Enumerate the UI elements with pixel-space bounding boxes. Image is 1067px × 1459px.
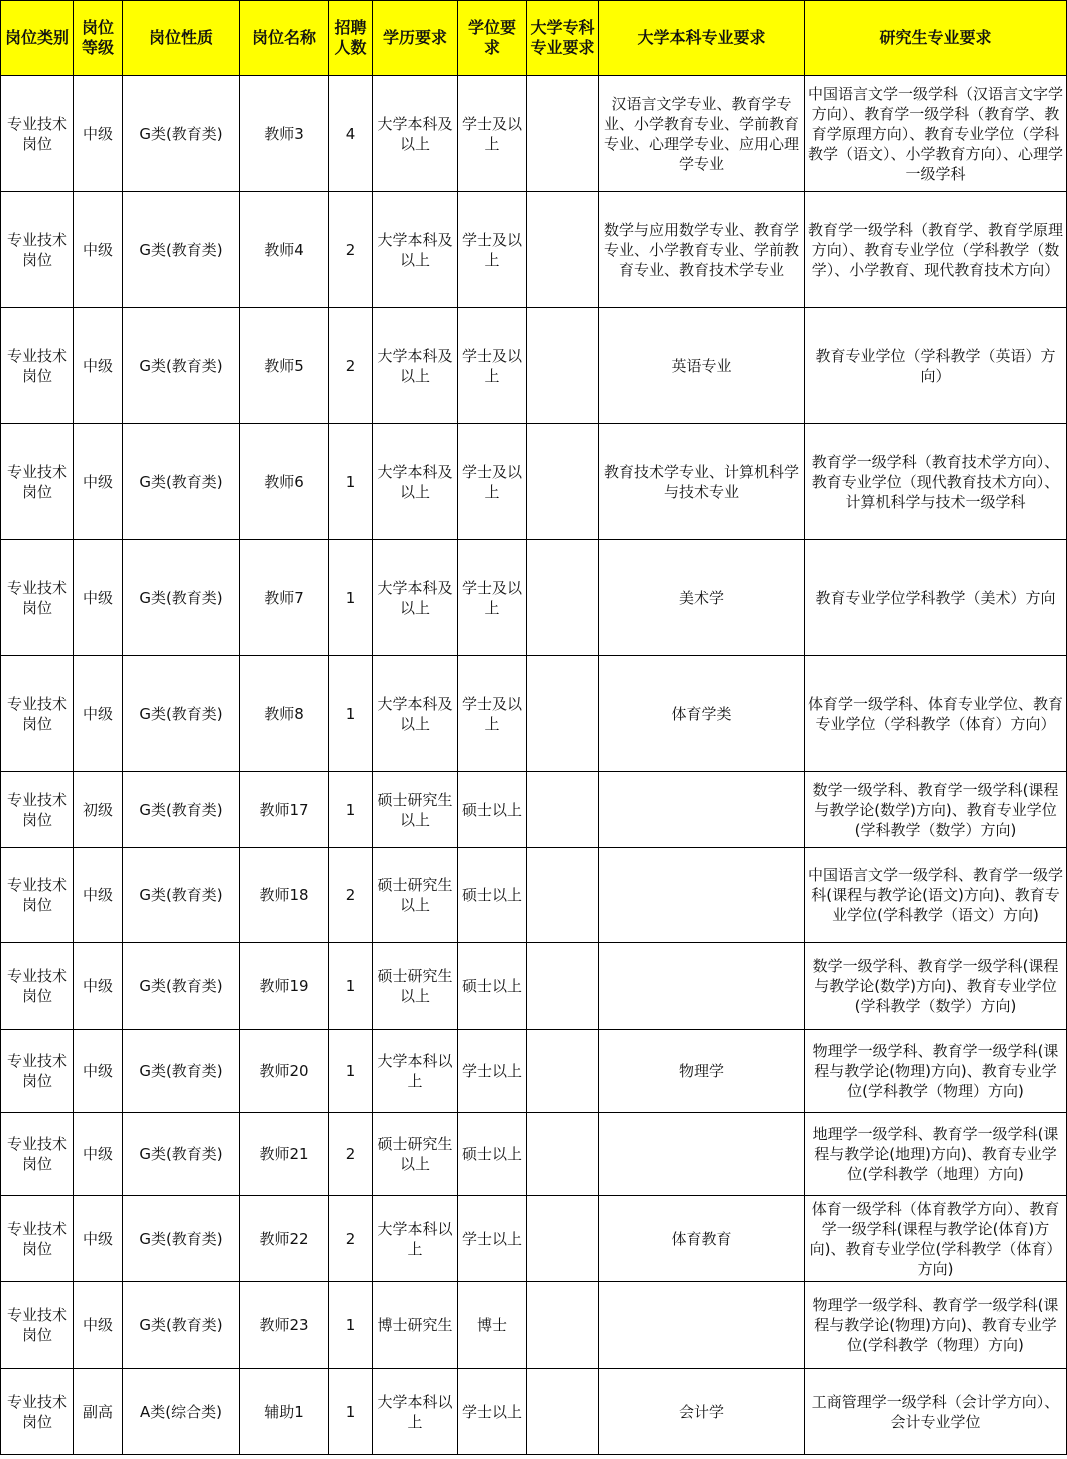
cell-undergrad-major: 数学与应用数学专业、教育学专业、小学教育专业、学前教育专业、教育技术学专业 [599, 192, 805, 308]
cell-education: 大学本科及以上 [373, 656, 458, 772]
cell-level: 中级 [74, 540, 123, 656]
cell-undergrad-major [599, 848, 805, 943]
cell-degree: 硕士以上 [458, 848, 527, 943]
cell-category: 专业技术岗位 [1, 848, 74, 943]
cell-nature: G类(教育类) [123, 656, 240, 772]
table-row [1, 656, 1067, 772]
cell-undergrad-major [599, 943, 805, 1030]
header-category: 岗位类别 [1, 1, 74, 76]
cell-position-name: 教师6 [240, 424, 329, 540]
cell-graduate-major: 数学一级学科、教育学一级学科(课程与教学论(数学)方向)、教育专业学位(学科教学（数学）方向) [805, 772, 1067, 848]
cell-category: 专业技术岗位 [1, 1113, 74, 1196]
cell-college-major [527, 848, 599, 943]
cell-level: 中级 [74, 192, 123, 308]
cell-category: 专业技术岗位 [1, 424, 74, 540]
cell-graduate-major: 中国语言文学一级学科（汉语言文字学方向）、教育学一级学科（教育学、教育学原理方向）、教育专业学位（学科教学（语文）、小学教育方向）、心理学一级学科 [805, 76, 1067, 192]
cell-degree: 博士 [458, 1282, 527, 1369]
cell-college-major [527, 1282, 599, 1369]
cell-count: 1 [329, 656, 373, 772]
table-row [1, 424, 1067, 540]
cell-education: 硕士研究生以上 [373, 1113, 458, 1196]
cell-nature: G类(教育类) [123, 540, 240, 656]
cell-nature: G类(教育类) [123, 308, 240, 424]
cell-degree: 学士以上 [458, 1196, 527, 1282]
cell-category: 专业技术岗位 [1, 192, 74, 308]
cell-nature: G类(教育类) [123, 1282, 240, 1369]
header-education: 学历要求 [373, 1, 458, 76]
cell-education: 大学本科及以上 [373, 76, 458, 192]
table-row [1, 308, 1067, 424]
cell-nature: G类(教育类) [123, 1196, 240, 1282]
table-row [1, 192, 1067, 308]
cell-college-major [527, 943, 599, 1030]
cell-count: 2 [329, 1196, 373, 1282]
cell-education: 博士研究生 [373, 1282, 458, 1369]
cell-college-major [527, 1113, 599, 1196]
header-degree: 学位要求 [458, 1, 527, 76]
cell-count: 1 [329, 1282, 373, 1369]
cell-graduate-major: 地理学一级学科、教育学一级学科(课程与教学论(地理)方向)、教育专业学位(学科教学（地理）方向) [805, 1113, 1067, 1196]
cell-count: 1 [329, 540, 373, 656]
cell-graduate-major: 教育学一级学科（教育技术学方向）、教育专业学位（现代教育技术方向）、计算机科学与技术一级学科 [805, 424, 1067, 540]
cell-education: 大学本科以上 [373, 1196, 458, 1282]
cell-category: 专业技术岗位 [1, 308, 74, 424]
header-level: 岗位等级 [74, 1, 123, 76]
cell-graduate-major: 教育专业学位学科教学（美术）方向 [805, 540, 1067, 656]
cell-position-name: 教师23 [240, 1282, 329, 1369]
table-row [1, 1282, 1067, 1369]
cell-college-major [527, 76, 599, 192]
cell-degree: 学士及以上 [458, 308, 527, 424]
cell-undergrad-major: 体育教育 [599, 1196, 805, 1282]
cell-level: 副高 [74, 1369, 123, 1455]
cell-nature: G类(教育类) [123, 76, 240, 192]
cell-graduate-major: 体育一级学科（体育教学方向）、教育学一级学科(课程与教学论(体育)方向)、教育专业学位(学科教学（体育）方向) [805, 1196, 1067, 1282]
cell-graduate-major: 物理学一级学科、教育学一级学科(课程与教学论(物理)方向)、教育专业学位(学科教学（物理）方向) [805, 1282, 1067, 1369]
cell-college-major [527, 772, 599, 848]
cell-level: 中级 [74, 1196, 123, 1282]
cell-level: 中级 [74, 308, 123, 424]
cell-nature: A类(综合类) [123, 1369, 240, 1455]
cell-position-name: 教师3 [240, 76, 329, 192]
cell-category: 专业技术岗位 [1, 76, 74, 192]
cell-nature: G类(教育类) [123, 1113, 240, 1196]
cell-category: 专业技术岗位 [1, 1369, 74, 1455]
cell-education: 硕士研究生以上 [373, 772, 458, 848]
cell-position-name: 教师7 [240, 540, 329, 656]
cell-college-major [527, 1030, 599, 1113]
cell-category: 专业技术岗位 [1, 772, 74, 848]
header-nature: 岗位性质 [123, 1, 240, 76]
cell-category: 专业技术岗位 [1, 540, 74, 656]
cell-degree: 学士以上 [458, 1369, 527, 1455]
table-row [1, 943, 1067, 1030]
cell-count: 1 [329, 1369, 373, 1455]
cell-level: 中级 [74, 1030, 123, 1113]
cell-count: 4 [329, 76, 373, 192]
cell-undergrad-major: 汉语言文学专业、教育学专业、小学教育专业、学前教育专业、心理学专业、应用心理学专业 [599, 76, 805, 192]
cell-graduate-major: 中国语言文学一级学科、教育学一级学科(课程与教学论(语文)方向)、教育专业学位(学科教学（语文）方向) [805, 848, 1067, 943]
cell-graduate-major: 工商管理学一级学科（会计学方向）、会计专业学位 [805, 1369, 1067, 1455]
cell-count: 1 [329, 772, 373, 848]
cell-education: 大学本科及以上 [373, 424, 458, 540]
cell-nature: G类(教育类) [123, 943, 240, 1030]
cell-education: 硕士研究生以上 [373, 943, 458, 1030]
cell-college-major [527, 656, 599, 772]
cell-level: 中级 [74, 1282, 123, 1369]
cell-undergrad-major: 体育学类 [599, 656, 805, 772]
cell-position-name: 教师18 [240, 848, 329, 943]
header-graduate-major: 研究生专业要求 [805, 1, 1067, 76]
cell-count: 2 [329, 848, 373, 943]
cell-category: 专业技术岗位 [1, 656, 74, 772]
cell-level: 中级 [74, 424, 123, 540]
cell-position-name: 教师4 [240, 192, 329, 308]
cell-position-name: 教师21 [240, 1113, 329, 1196]
cell-degree: 学士及以上 [458, 192, 527, 308]
table-row [1, 1369, 1067, 1455]
header-count: 招聘人数 [329, 1, 373, 76]
table-row [1, 1196, 1067, 1282]
cell-position-name: 教师20 [240, 1030, 329, 1113]
cell-count: 1 [329, 1030, 373, 1113]
table-row [1, 1030, 1067, 1113]
cell-education: 大学本科及以上 [373, 192, 458, 308]
cell-education: 大学本科及以上 [373, 540, 458, 656]
cell-position-name: 教师8 [240, 656, 329, 772]
cell-undergrad-major [599, 1282, 805, 1369]
cell-degree: 学士及以上 [458, 656, 527, 772]
cell-count: 2 [329, 1113, 373, 1196]
cell-graduate-major: 教育专业学位（学科教学（英语）方向） [805, 308, 1067, 424]
cell-position-name: 教师5 [240, 308, 329, 424]
cell-degree: 学士以上 [458, 1030, 527, 1113]
cell-college-major [527, 1369, 599, 1455]
cell-college-major [527, 192, 599, 308]
cell-position-name: 教师22 [240, 1196, 329, 1282]
cell-degree: 学士及以上 [458, 424, 527, 540]
cell-graduate-major: 教育学一级学科（教育学、教育学原理方向）、教育专业学位（学科教学（数学）、小学教育、现代教育技术方向） [805, 192, 1067, 308]
table-row [1, 1113, 1067, 1196]
cell-count: 2 [329, 192, 373, 308]
cell-degree: 学士及以上 [458, 76, 527, 192]
cell-level: 中级 [74, 656, 123, 772]
cell-degree: 学士及以上 [458, 540, 527, 656]
table-row [1, 848, 1067, 943]
table-row [1, 540, 1067, 656]
cell-level: 中级 [74, 76, 123, 192]
cell-graduate-major: 物理学一级学科、教育学一级学科(课程与教学论(物理)方向)、教育专业学位(学科教学（物理）方向) [805, 1030, 1067, 1113]
cell-graduate-major: 体育学一级学科、体育专业学位、教育专业学位（学科教学（体育）方向） [805, 656, 1067, 772]
cell-undergrad-major: 美术学 [599, 540, 805, 656]
cell-nature: G类(教育类) [123, 1030, 240, 1113]
cell-category: 专业技术岗位 [1, 1030, 74, 1113]
table-row [1, 76, 1067, 192]
cell-position-name: 教师19 [240, 943, 329, 1030]
cell-undergrad-major [599, 1113, 805, 1196]
cell-level: 初级 [74, 772, 123, 848]
cell-college-major [527, 1196, 599, 1282]
cell-level: 中级 [74, 943, 123, 1030]
cell-category: 专业技术岗位 [1, 1282, 74, 1369]
cell-education: 大学本科以上 [373, 1369, 458, 1455]
cell-undergrad-major: 教育技术学专业、计算机科学与技术专业 [599, 424, 805, 540]
cell-college-major [527, 308, 599, 424]
cell-undergrad-major: 英语专业 [599, 308, 805, 424]
cell-count: 1 [329, 943, 373, 1030]
header-college-major: 大学专科专业要求 [527, 1, 599, 76]
cell-count: 2 [329, 308, 373, 424]
cell-undergrad-major: 物理学 [599, 1030, 805, 1113]
cell-education: 硕士研究生以上 [373, 848, 458, 943]
cell-nature: G类(教育类) [123, 192, 240, 308]
cell-category: 专业技术岗位 [1, 943, 74, 1030]
cell-education: 大学本科及以上 [373, 308, 458, 424]
cell-position-name: 辅助1 [240, 1369, 329, 1455]
header-position-name: 岗位名称 [240, 1, 329, 76]
cell-level: 中级 [74, 848, 123, 943]
cell-degree: 硕士以上 [458, 772, 527, 848]
cell-level: 中级 [74, 1113, 123, 1196]
cell-undergrad-major: 会计学 [599, 1369, 805, 1455]
header-undergrad-major: 大学本科专业要求 [599, 1, 805, 76]
cell-undergrad-major [599, 772, 805, 848]
cell-degree: 硕士以上 [458, 943, 527, 1030]
cell-graduate-major: 数学一级学科、教育学一级学科(课程与教学论(数学)方向)、教育专业学位(学科教学（数学）方向) [805, 943, 1067, 1030]
cell-education: 大学本科以上 [373, 1030, 458, 1113]
header-row [1, 1, 1067, 76]
cell-nature: G类(教育类) [123, 772, 240, 848]
cell-college-major [527, 540, 599, 656]
cell-category: 专业技术岗位 [1, 1196, 74, 1282]
cell-position-name: 教师17 [240, 772, 329, 848]
cell-nature: G类(教育类) [123, 424, 240, 540]
cell-count: 1 [329, 424, 373, 540]
cell-college-major [527, 424, 599, 540]
cell-degree: 硕士以上 [458, 1113, 527, 1196]
cell-nature: G类(教育类) [123, 848, 240, 943]
table-row [1, 772, 1067, 848]
